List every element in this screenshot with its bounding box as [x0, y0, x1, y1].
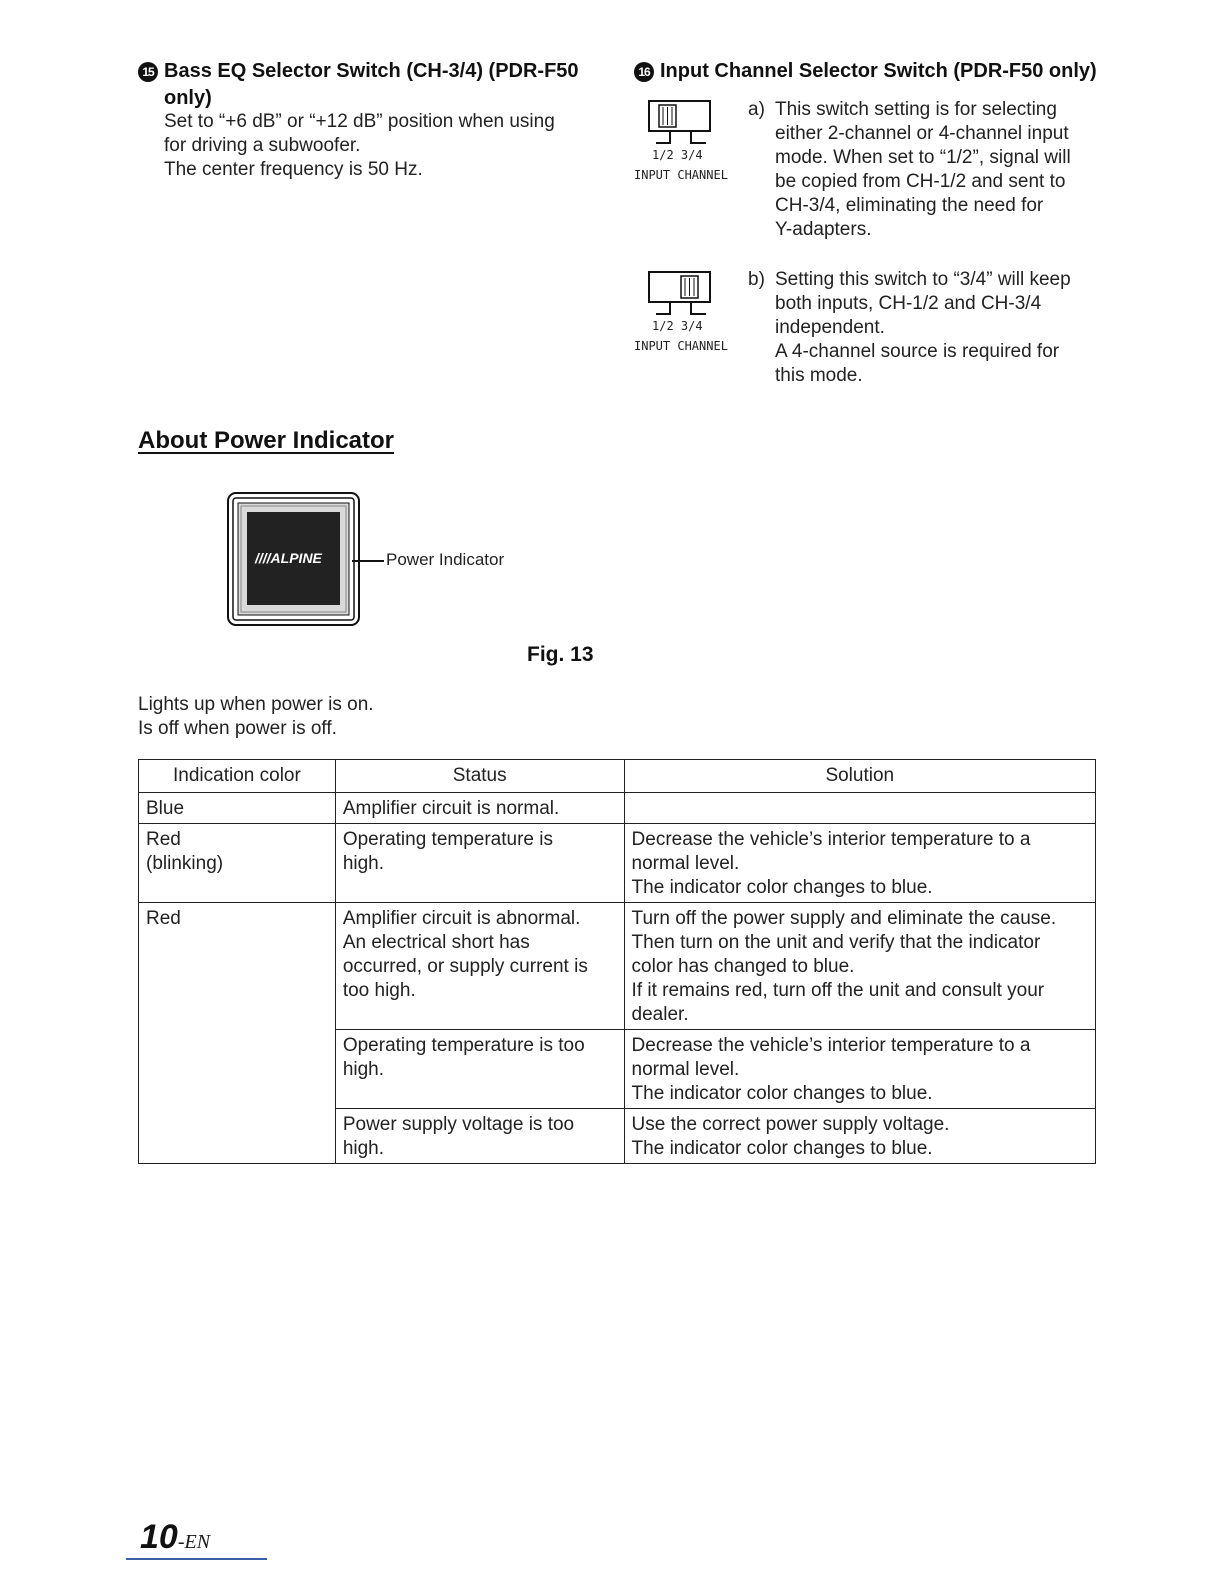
cell-text: normal level.: [631, 1059, 740, 1080]
header-solution: Solution: [624, 760, 1095, 793]
page-number-suffix: -EN: [177, 1531, 211, 1553]
cell-text: high.: [342, 1138, 385, 1159]
item-a-line: either 2-channel or 4-channel input: [775, 123, 1069, 144]
cell-text: color has changed to blue.: [631, 956, 855, 977]
cell-status: [335, 903, 624, 1030]
switch-a-positions: 1/2 3/4: [652, 148, 703, 162]
description-line: Is off when power is off.: [138, 718, 337, 739]
cell-text: Use the correct power supply voltage.: [631, 1114, 950, 1135]
cell-text: (blinking): [146, 853, 224, 874]
cell-status: [335, 793, 624, 824]
table-row: [139, 793, 1096, 824]
cell-text: Turn off the power supply and eliminate the cause.: [631, 908, 1057, 929]
item-b-line: this mode.: [775, 365, 863, 386]
cell-text: The indicator color changes to blue.: [631, 877, 933, 898]
about-power-indicator-title: About Power Indicator: [138, 427, 395, 454]
power-indicator-label: Power Indicator: [386, 550, 505, 569]
description-line: Lights up when power is on.: [138, 694, 374, 715]
cell-text: Operating temperature is: [342, 829, 553, 850]
page-number: [140, 1518, 210, 1557]
alpine-logo: ////ALPINE: [255, 550, 322, 566]
item-a-text: [775, 98, 1071, 242]
item-a-line: CH-3/4, eliminating the need for: [775, 195, 1044, 216]
cell-text: If it remains red, turn off the unit and consult your: [631, 980, 1045, 1001]
cell-text: high.: [342, 1059, 385, 1080]
cell-text: Red: [146, 829, 181, 850]
item-a-marker: a): [748, 99, 765, 120]
cell-text: occurred, or supply current is: [342, 956, 588, 977]
input-channel-heading: [634, 58, 1097, 84]
cell-text: normal level.: [631, 853, 740, 874]
cell-text: Blue: [146, 798, 185, 819]
item-b-line: A 4-channel source is required for: [775, 341, 1060, 362]
power-indicator-illustration: [227, 492, 361, 626]
item-b-line: both inputs, CH-1/2 and CH-3/4: [775, 293, 1042, 314]
indicator-status-table: [138, 759, 1096, 1164]
cell-text: Red: [146, 908, 181, 929]
footer-underline: [126, 1558, 267, 1560]
bass-eq-line: The center frequency is 50 Hz.: [164, 159, 423, 180]
input-channel-switch-a: [634, 98, 734, 188]
section-number-badge: 16: [634, 62, 654, 82]
cell-text: Operating temperature is too: [342, 1035, 585, 1056]
bass-eq-line: for driving a subwoofer.: [164, 135, 361, 156]
item-b-line: Setting this switch to “3/4” will keep: [775, 269, 1071, 290]
header-indication-color: Indication color: [139, 760, 336, 793]
cell-text: The indicator color changes to blue.: [631, 1138, 933, 1159]
item-b-text: [775, 268, 1071, 388]
cell-color: [139, 824, 336, 903]
cell-solution: [624, 824, 1095, 903]
cell-text: Then turn on the unit and verify that the indicator: [631, 932, 1041, 953]
cell-text: high.: [342, 853, 385, 874]
item-b-marker: b): [748, 269, 765, 290]
cell-text: The indicator color changes to blue.: [631, 1083, 933, 1104]
item-b-line: independent.: [775, 317, 885, 338]
cell-text: An electrical short has: [342, 932, 530, 953]
cell-text: too high.: [342, 980, 416, 1001]
switch-b-caption: INPUT CHANNEL: [634, 339, 728, 353]
bass-eq-heading: [138, 58, 579, 84]
section-number-badge: 15: [138, 62, 158, 82]
power-indicator-description: [138, 693, 374, 741]
item-a-line: This switch setting is for selecting: [775, 99, 1057, 120]
cell-text: dealer.: [631, 1004, 689, 1025]
item-a-line: Y-adapters.: [775, 219, 872, 240]
item-a-line: mode. When set to “1/2”, signal will: [775, 147, 1071, 168]
switch-b-positions: 1/2 3/4: [652, 319, 703, 333]
header-status: Status: [335, 760, 624, 793]
switch-a-caption: INPUT CHANNEL: [634, 168, 728, 182]
item-b: [748, 268, 1108, 393]
item-a-line: be copied from CH-1/2 and sent to: [775, 171, 1066, 192]
bass-eq-line: Set to “+6 dB” or “+12 dB” position when using: [164, 111, 555, 132]
cell-solution: [624, 1030, 1095, 1109]
cell-solution: [624, 903, 1095, 1030]
cell-text: Power supply voltage is too: [342, 1114, 575, 1135]
switch-b-icon: [634, 269, 734, 319]
cell-text: Decrease the vehicle’s interior temperature to a: [631, 1035, 1031, 1056]
cell-text: Decrease the vehicle’s interior temperature to a: [631, 829, 1031, 850]
bass-eq-title-line1: Bass EQ Selector Switch (CH-3/4) (PDR-F50: [164, 60, 579, 82]
table-header-row: [139, 760, 1096, 793]
switch-a-icon: [634, 98, 734, 148]
cell-status: [335, 1030, 624, 1109]
cell-text: Amplifier circuit is normal.: [342, 798, 560, 819]
page-number-value: 10: [140, 1518, 178, 1556]
callout-line: [352, 560, 384, 562]
input-channel-switch-b: [634, 269, 734, 359]
table-row: [139, 903, 1096, 1030]
cell-solution: [624, 793, 1095, 824]
table-row: [139, 824, 1096, 903]
item-a: [748, 98, 1108, 248]
figure-caption: Fig. 13: [527, 643, 594, 666]
cell-status: [335, 1109, 624, 1164]
cell-solution: [624, 1109, 1095, 1164]
bass-eq-title-line2: only): [164, 87, 212, 109]
bass-eq-description: [164, 110, 555, 182]
input-channel-title: Input Channel Selector Switch (PDR-F50 only): [660, 60, 1097, 82]
cell-status: [335, 824, 624, 903]
cell-text: Amplifier circuit is abnormal.: [342, 908, 581, 929]
cell-color: [139, 903, 336, 1164]
cell-color: [139, 793, 336, 824]
